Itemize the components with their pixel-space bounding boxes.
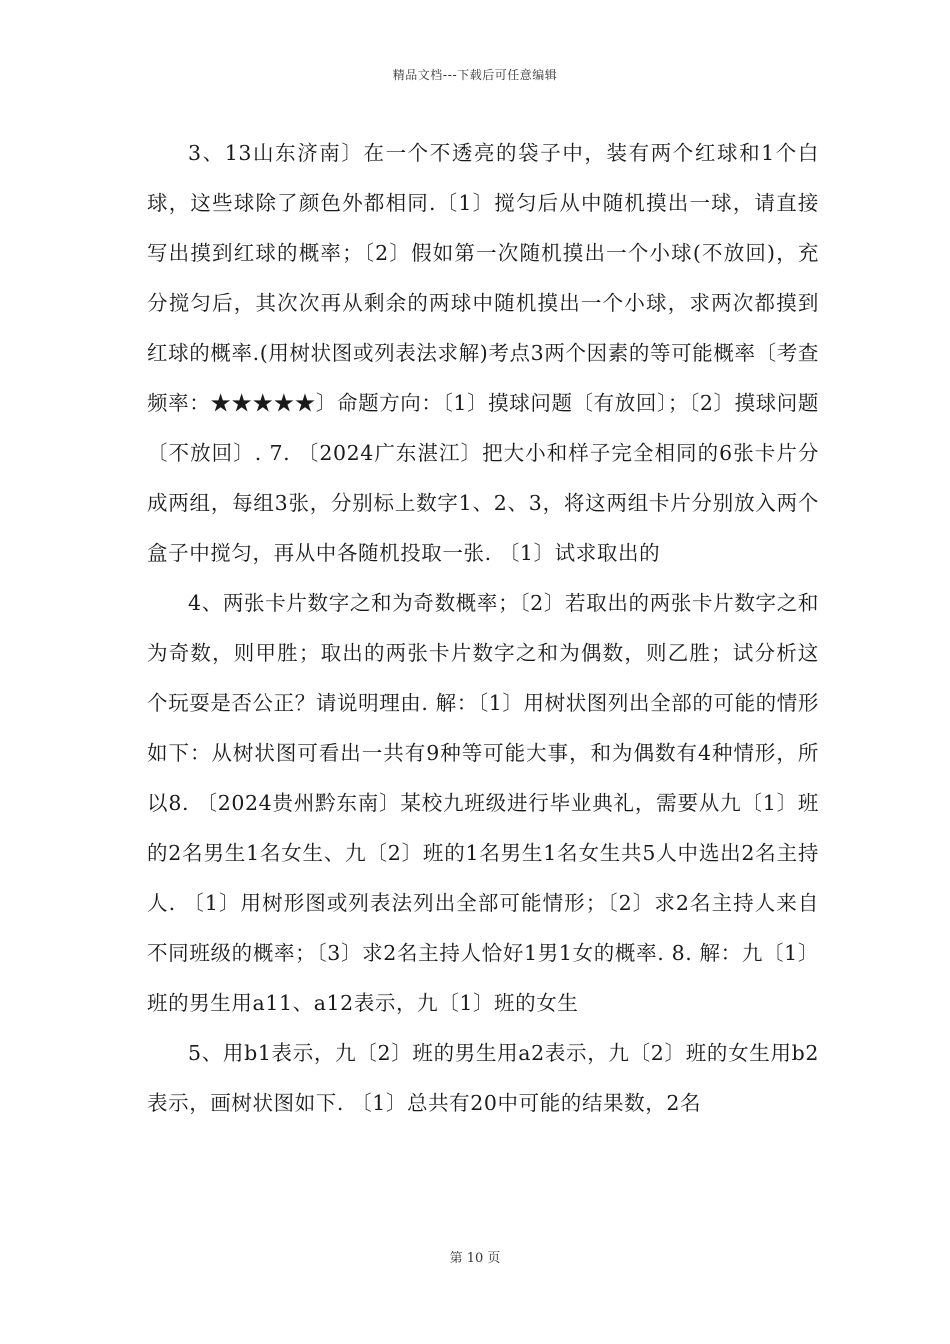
paragraph-5: 5、用b1表示，九〔2〕班的男生用a2表示，九〔2〕班的女生用b2表示，画树状图如下. 〔1〕总共有20中可能的结果数，2名 bbox=[147, 1041, 819, 1115]
footer-prefix: 第 bbox=[449, 1251, 463, 1266]
footer-suffix: 页 bbox=[487, 1251, 501, 1266]
header-text: 精品文档---下载后可任意编辑 bbox=[392, 68, 558, 82]
page-header bbox=[0, 66, 950, 83]
document-body bbox=[147, 128, 819, 1128]
paragraph-4: 4、两张卡片数字之和为奇数概率；〔2〕若取出的两张卡片数字之和为奇数，则甲胜；取出的两张卡片数字之和为偶数，则乙胜；试分析这个玩耍是否公正？请说明理由. 解：〔1〕用树状图列出全部的可能的情形如下：从树状图可看出一共有9种等可能大事，和为偶数有4种情形，所以8. 〔2024贵州黔东南〕某校九班级进行毕业典礼，需要从九〔1〕班的2名男生1名女生、九〔2〕班的1名男生1名女生共5人中选出2名主持人. 〔1〕用树形图或列表法列出全部可能情形；〔2〕求2名主持人来自不同班级的概率；〔3〕求2名主持人恰好1男1女的概率. 8. 解：九〔1〕班的男生用a11、a12表示，九〔1〕班的女生 bbox=[147, 591, 819, 1015]
paragraph-3: 3、13山东济南〕在一个不透亮的袋子中，装有两个红球和1个白球，这些球除了颜色外都相同.〔1〕搅匀后从中随机摸出一球，请直接写出摸到红球的概率；〔2〕假如第一次随机摸出一个小球(不放回)，充分搅匀后，其次次再从剩余的两球中随机摸出一个小球，求两次都摸到红球的概率.(用树状图或列表法求解)考点3两个因素的等可能概率〔考查频率：★★★★★〕命题方向：〔1〕摸球问题〔有放回〕；〔2〕摸球问题〔不放回〕. 7. 〔2024广东湛江〕把大小和样子完全相同的6张卡片分成两组，每组3张，分别标上数字1、2、3，将这两组卡片分别放入两个盒子中搅匀，再从中各随机投取一张. 〔1〕试求取出的 bbox=[147, 141, 819, 565]
page-footer bbox=[0, 1247, 950, 1266]
page-number: 10 bbox=[466, 1251, 484, 1266]
